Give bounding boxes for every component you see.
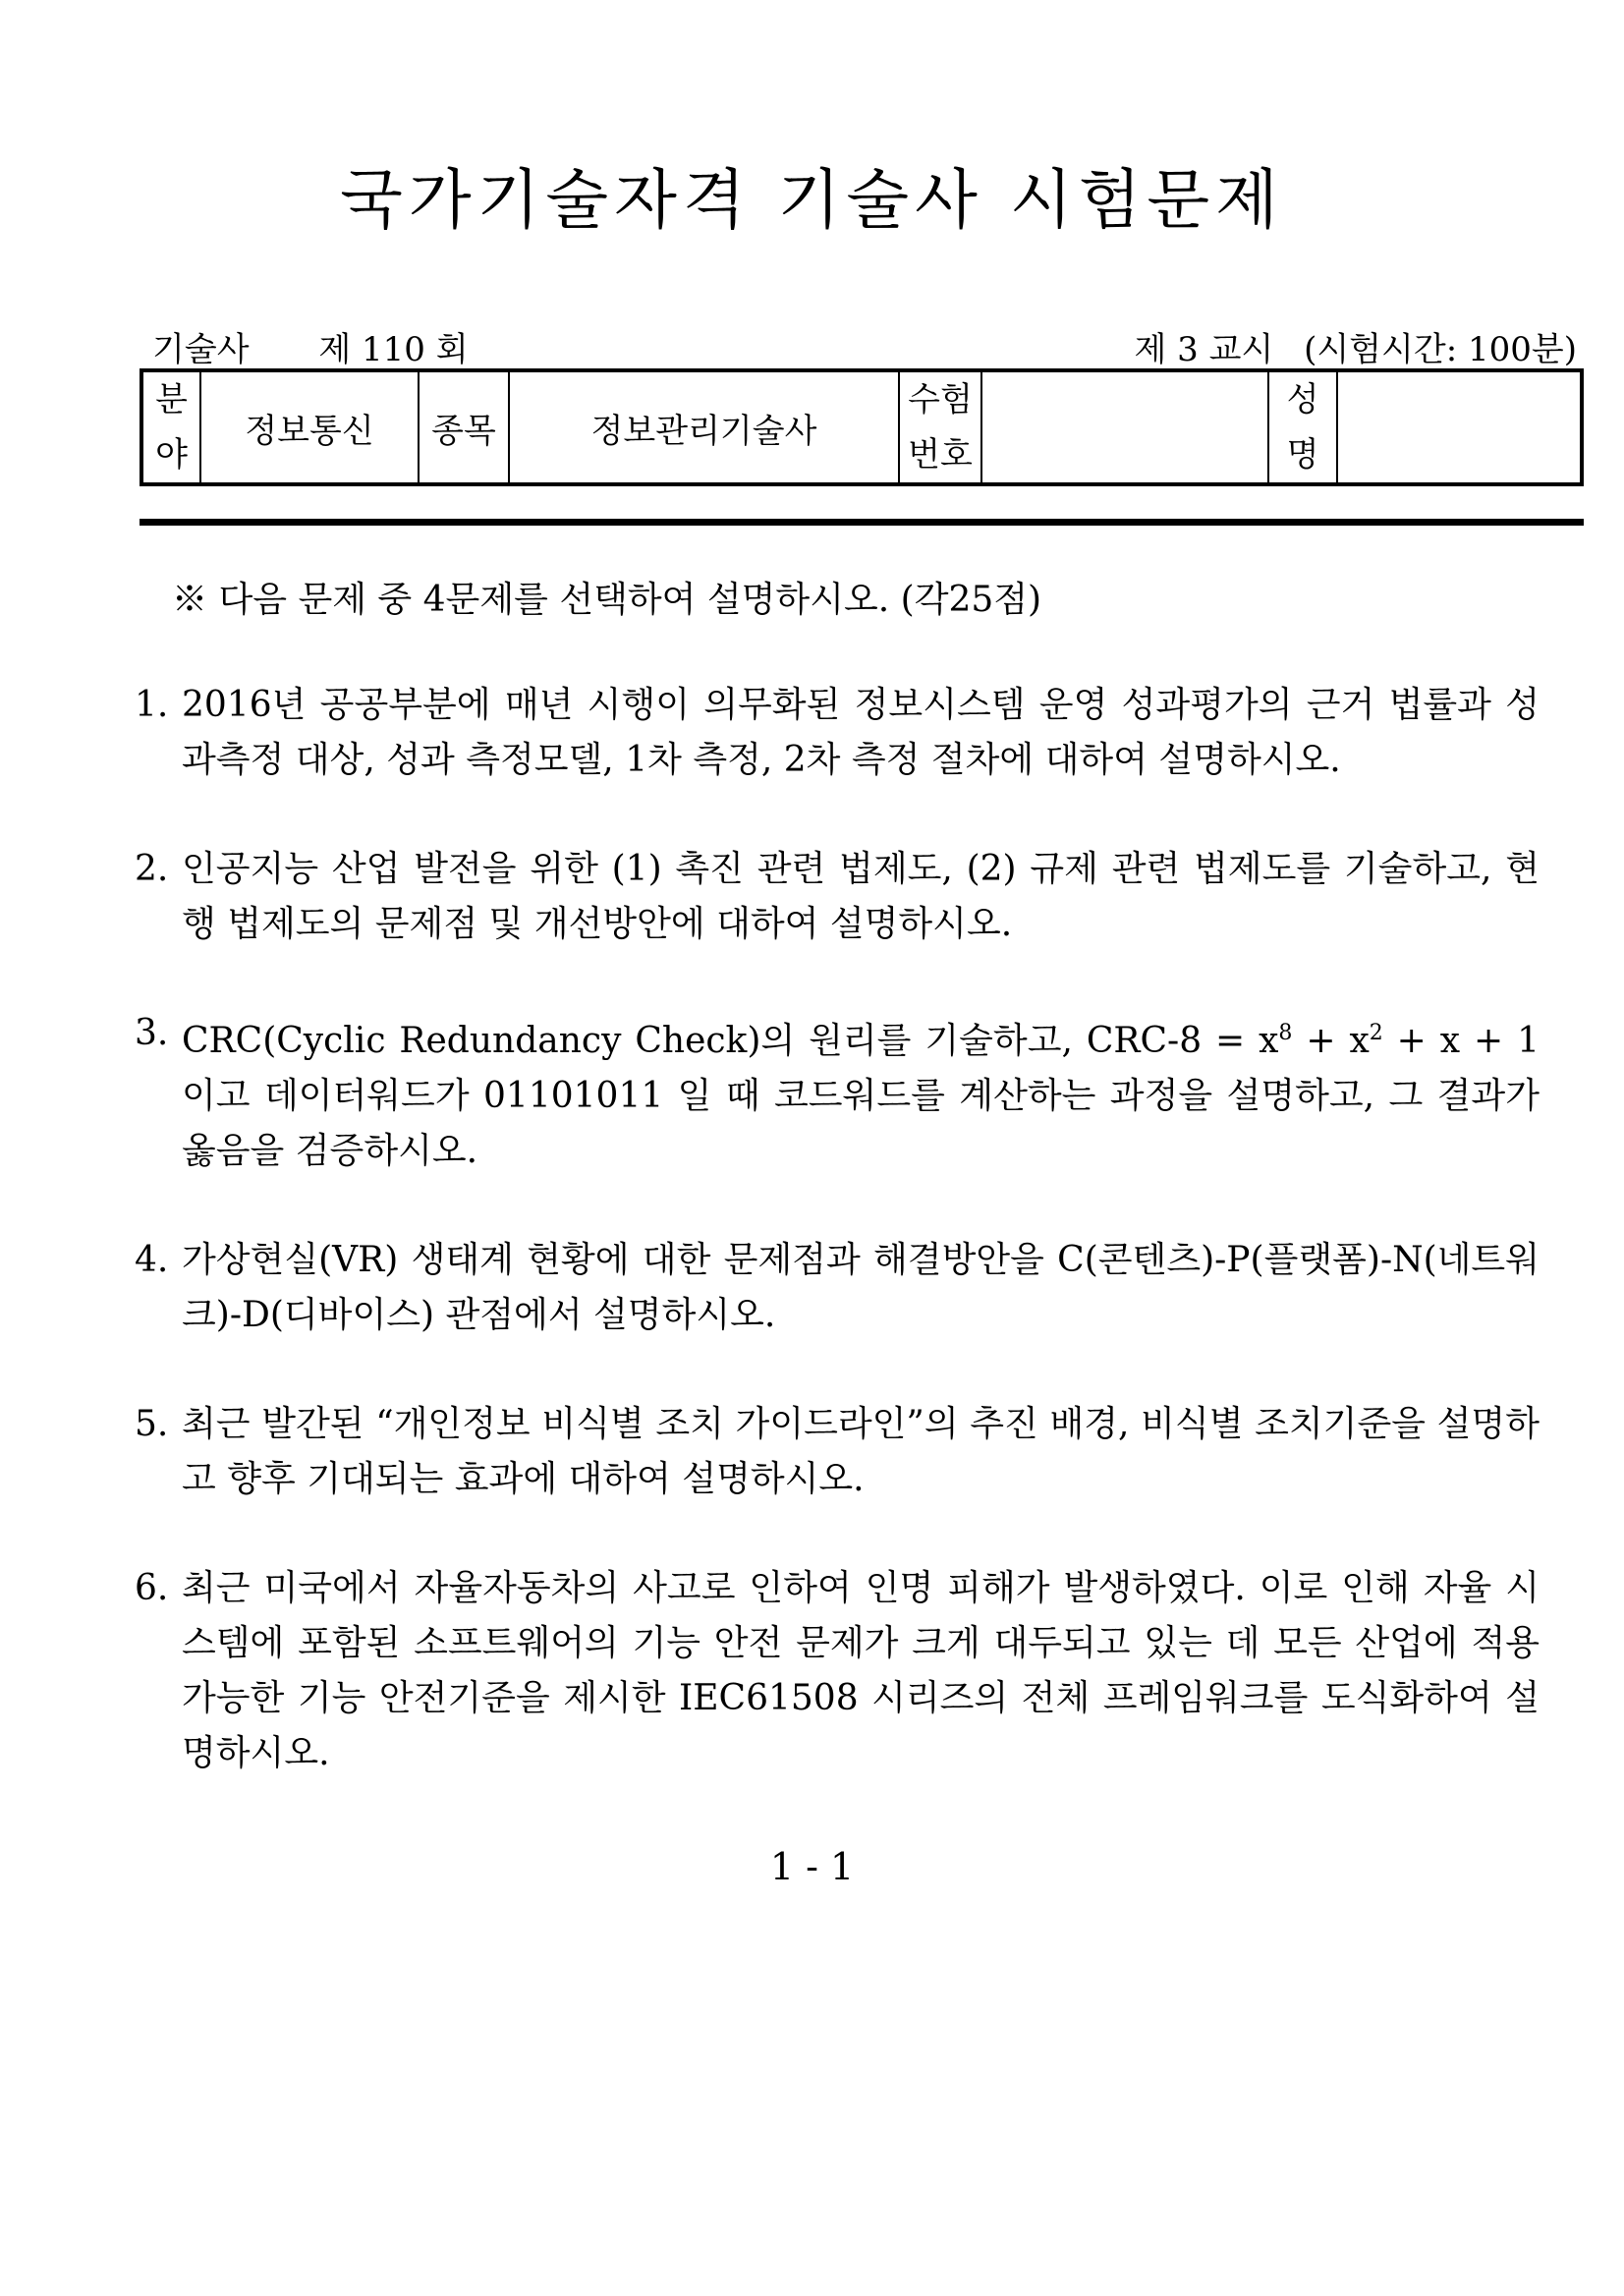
field-label-cell (141, 370, 200, 484)
exam-no-label-1: 수험 (908, 380, 973, 420)
field-label-1: 분 (155, 380, 188, 420)
question-text (182, 1006, 1540, 1179)
field-value: 정보통신 (200, 370, 419, 484)
question-text: 인공지능 산업 발전을 위한 (1) 촉진 관련 법제도, (2) 규제 관련 법제도를 기술하고, 현행 법제도의 문제점 및 개선방안에 대하여 설명하시오. (182, 849, 1540, 944)
question-text: 최근 미국에서 자율자동차의 사고로 인하여 인명 피해가 발생하였다. 이로 인해 자율 시스템에 포함된 소프트웨어의 기능 안전 문제가 크게 대두되고 있는 데 모든 산업에 적용 가능한 기능 안전기준을 제시한 IEC61508 시리즈의 전체 프레임워크를 도식화하여 설명하시오. (182, 1568, 1540, 1773)
field-label-2: 야 (155, 435, 188, 475)
question-item-6 (135, 1561, 1540, 1781)
exam-duration: (시험시간: 100분) (1304, 330, 1577, 369)
name-label-cell (1268, 370, 1337, 484)
question-number: 6. (135, 1568, 169, 1608)
item-label: 종목 (419, 370, 509, 484)
question-item-1 (135, 678, 1540, 788)
exam-round: 제 110 회 (318, 330, 469, 369)
question-number: 3. (135, 1013, 169, 1053)
exam-info-table (140, 368, 1584, 486)
question-number: 5. (135, 1404, 169, 1444)
question-list (135, 678, 1540, 1835)
page-title: 국가기술자격 기술사 시험문제 (340, 162, 1284, 238)
exam-period-duration (1114, 322, 1577, 370)
exponent: 8 (1278, 1021, 1293, 1045)
question-item-4 (135, 1233, 1540, 1343)
question-item-2 (135, 842, 1540, 952)
header-divider (140, 519, 1584, 526)
question-number: 1. (135, 685, 169, 725)
exam-period: 제 3 교시 (1134, 330, 1274, 369)
exam-category-round (152, 322, 528, 370)
question-text: 최근 발간된 “개인정보 비식별 조치 가이드라인”의 추진 배경, 비식별 조치기준을 설명하고 향후 기대되는 효과에 대하여 설명하시오. (182, 1404, 1540, 1499)
question-text-part: + x (1292, 1021, 1370, 1061)
question-text-part: CRC(Cyclic Redundancy Check)의 원리를 기술하고, CRC-8 = x (182, 1021, 1279, 1061)
question-item-5 (135, 1397, 1540, 1507)
exponent: 2 (1369, 1021, 1383, 1045)
name-label-1: 성 (1286, 380, 1319, 420)
exam-category: 기술사 (152, 330, 250, 369)
page-number: 1 - 1 (769, 1845, 855, 1888)
question-text-part: + x + 1이고 데이터워드가 01101011 일 때 코드워드를 계산하는 과정을 설명하고, 그 결과가 옳음을 검증하시오. (182, 1021, 1540, 1171)
question-text: 2016년 공공부분에 매년 시행이 의무화된 정보시스템 운영 성과평가의 근거 법률과 성과측정 대상, 성과 측정모델, 1차 측정, 2차 측정 절차에 대하여 설명하시오. (182, 685, 1540, 780)
name-label-2: 명 (1286, 435, 1319, 475)
item-value: 정보관리기술사 (509, 370, 899, 484)
instruction: ※ 다음 문제 중 4문제를 선택하여 설명하시오. (각25점) (172, 580, 1042, 620)
exam-no-label-2: 번호 (908, 435, 973, 475)
question-item-3 (135, 1006, 1540, 1179)
exam-no-label-cell (899, 370, 981, 484)
question-text: 가상현실(VR) 생태계 현황에 대한 문제점과 해결방안을 C(콘텐츠)-P(플랫폼)-N(네트워크)-D(디바이스) 관점에서 설명하시오. (182, 1240, 1540, 1335)
question-number: 2. (135, 849, 169, 889)
exam-no-value (981, 370, 1268, 484)
name-value (1337, 370, 1582, 484)
question-number: 4. (135, 1240, 169, 1280)
